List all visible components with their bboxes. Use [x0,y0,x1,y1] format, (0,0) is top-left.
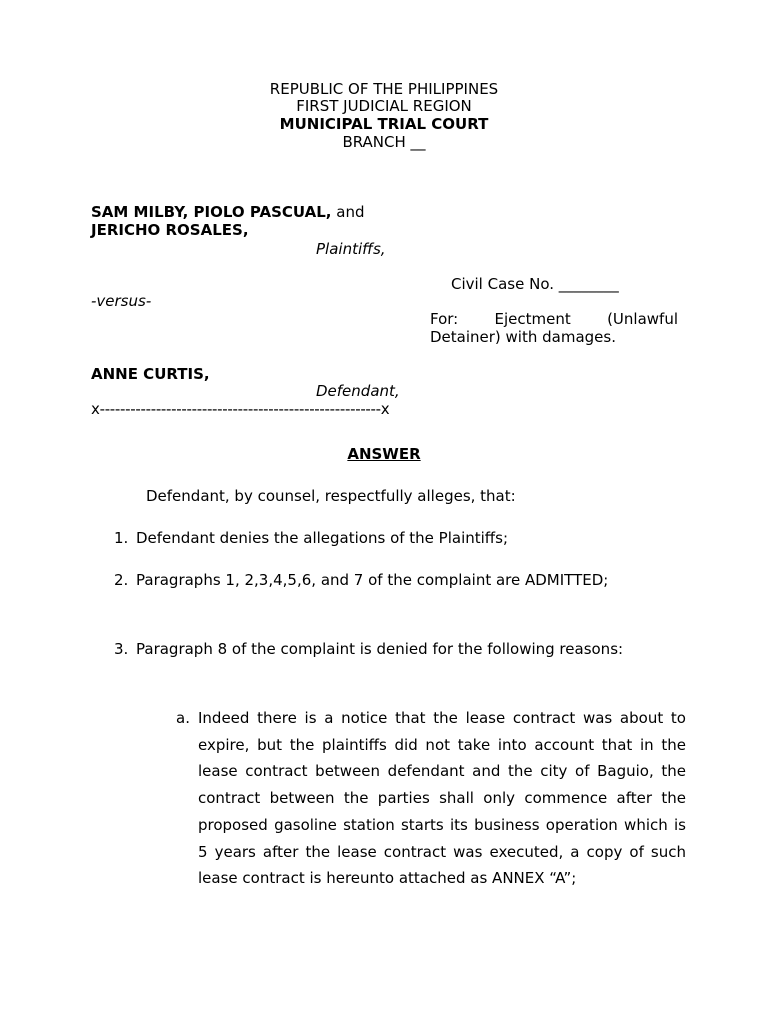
document-title: ANSWER [347,445,421,463]
paragraph-text: Paragraph 8 of the complaint is denied for the following reasons: [136,640,624,658]
paragraph-number: 2. [114,571,129,589]
header-republic: REPUBLIC OF THE PHILIPPINES [269,80,499,98]
versus-label: -versus- [91,292,152,310]
paragraph-number: 1. [114,529,129,547]
header-branch: BRANCH __ [342,133,426,151]
defendant-label: Defendant, [316,382,400,400]
paragraph-number: 3. [114,640,129,658]
plaintiffs-and: and [331,203,365,221]
subparagraph-letter: a. [176,709,190,727]
intro-statement: Defendant, by counsel, respectfully alleges, that: [146,487,516,505]
header-court: MUNICIPAL TRIAL COURT [279,115,489,133]
caption-separator: x-------------------------------------------------------x [91,400,390,418]
defendant-name: ANNE CURTIS, [91,365,210,383]
plaintiffs-names: SAM MILBY, PIOLO PASCUAL, [91,203,332,221]
civil-case-number: Civil Case No. ________ [451,275,619,293]
plaintiffs-names-line2: JERICHO ROSALES, [91,221,249,239]
paragraph-text: Defendant denies the allegations of the Plaintiffs; [136,529,509,547]
paragraph-text: Paragraphs 1, 2,3,4,5,6, and 7 of the complaint are ADMITTED; [136,571,609,589]
plaintiffs-names-line1 [91,203,364,221]
case-nature: For: Ejectment (Unlawful Detainer) with damages. [430,310,678,346]
plaintiffs-label: Plaintiffs, [316,240,386,258]
subparagraph-text: Indeed there is a notice that the lease contract was about to expire, but the plaintiffs did not take into account that in the lease contract between defendant and the city of Baguio, the contract between the parties shall only commence after the proposed gasoline station starts its business operation which is 5 years after the lease contract was executed, a copy of such lease contract is hereunto attached as ANNEX “A”; [198,709,686,888]
header-region: FIRST JUDICIAL REGION [296,97,472,115]
